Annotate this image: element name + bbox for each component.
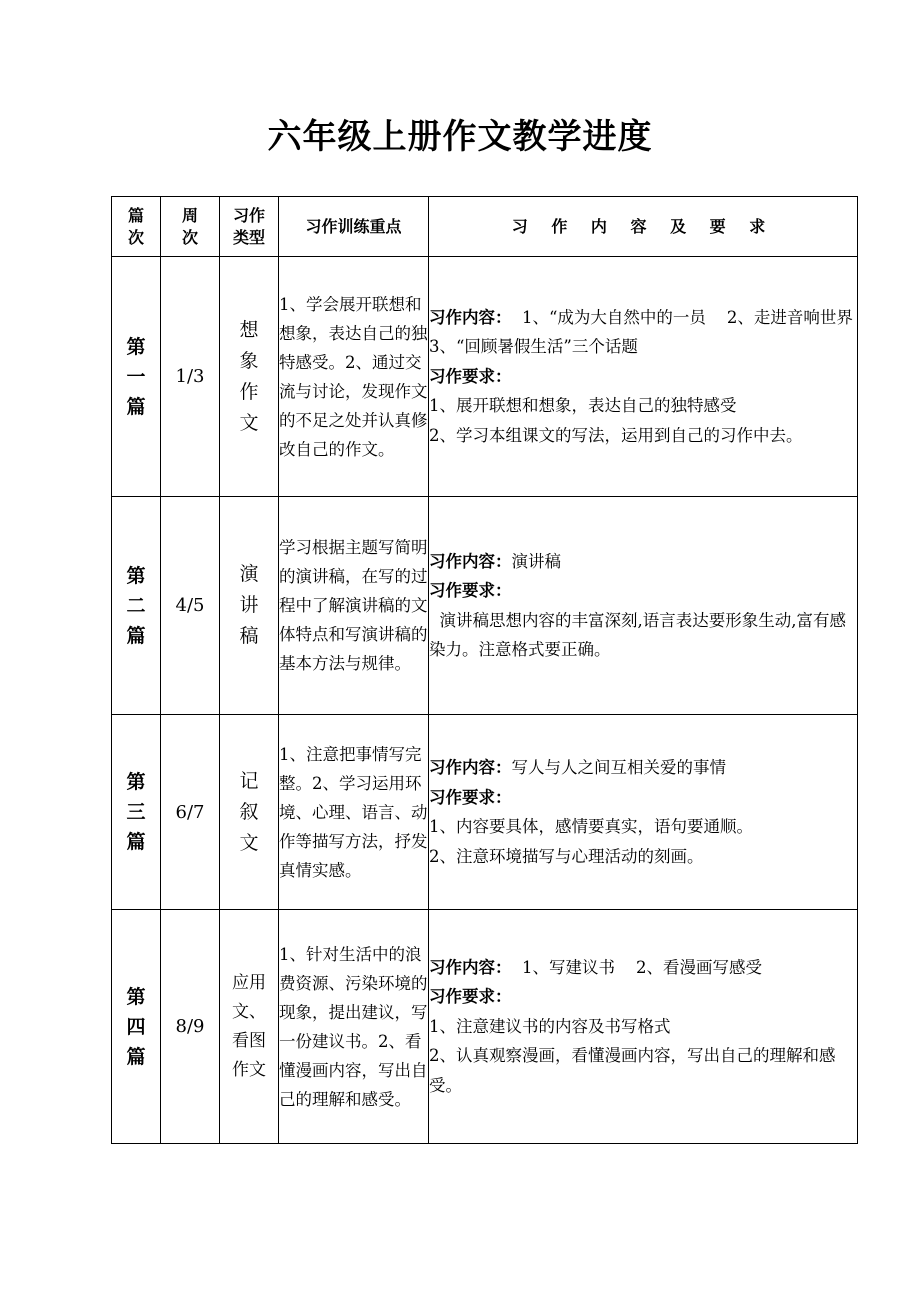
week-cell: 8/9 <box>161 910 220 1144</box>
content-cell: 习作内容： 1、“成为大自然中的一员 2、走进音响世界 3、“回顾暑假生活”三个话题 习作要求： 1、展开联想和想象，表达自己的独特感受 2、学习本组课文的写法，运用到自己的习作中去。 <box>429 257 858 497</box>
week-cell: 4/5 <box>161 497 220 715</box>
header-type: 习作类型 <box>220 197 279 257</box>
type-cell: 应用文、看图作文 <box>220 910 279 1144</box>
focus-cell: 1、注意把事情写完整。2、学习运用环境、心理、语言、动作等描写方法，抒发真情实感。 <box>279 715 429 910</box>
type-cell: 记叙文 <box>220 715 279 910</box>
table-row <box>112 715 858 910</box>
focus-cell: 1、学会展开联想和想象，表达自己的独特感受。2、通过交流与讨论，发现作文的不足之处并认真修改自己的作文。 <box>279 257 429 497</box>
content-cell: 习作内容： 1、写建议书 2、看漫画写感受 习作要求： 1、注意建议书的内容及书写格式 2、认真观察漫画，看懂漫画内容，写出自己的理解和感受。 <box>429 910 858 1144</box>
pian-cell: 第三篇 <box>112 715 161 910</box>
table-row <box>112 910 858 1144</box>
content-cell: 习作内容：演讲稿 习作要求： 演讲稿思想内容的丰富深刻,语言表达要形象生动,富有感染力。注意格式要正确。 <box>429 497 858 715</box>
pian-cell: 第二篇 <box>112 497 161 715</box>
page-title: 六年级上册作文教学进度 <box>267 117 653 157</box>
teaching-schedule-table <box>111 196 874 1144</box>
header-pian: 篇次 <box>112 197 161 257</box>
type-cell: 演讲稿 <box>220 497 279 715</box>
week-cell: 1/3 <box>161 257 220 497</box>
focus-cell: 学习根据主题写简明的演讲稿，在写的过程中了解演讲稿的文体特点和写演讲稿的基本方法与规律。 <box>279 497 429 715</box>
header-content: 习 作 内 容 及 要 求 <box>429 197 858 257</box>
table-header-row <box>112 197 858 257</box>
week-cell: 6/7 <box>161 715 220 910</box>
type-cell: 想象作文 <box>220 257 279 497</box>
table-row <box>112 497 858 715</box>
header-week: 周次 <box>161 197 220 257</box>
header-focus: 习作训练重点 <box>279 197 429 257</box>
table-row <box>112 257 858 497</box>
content-cell: 习作内容：写人与人之间互相关爱的事情 习作要求： 1、内容要具体，感情要真实，语句要通顺。 2、注意环境描写与心理活动的刻画。 <box>429 715 858 910</box>
pian-cell: 第一篇 <box>112 257 161 497</box>
pian-cell: 第四篇 <box>112 910 161 1144</box>
focus-cell: 1、针对生活中的浪费资源、污染环境的现象，提出建议，写一份建议书。2、看懂漫画内容，写出自己的理解和感受。 <box>279 910 429 1144</box>
